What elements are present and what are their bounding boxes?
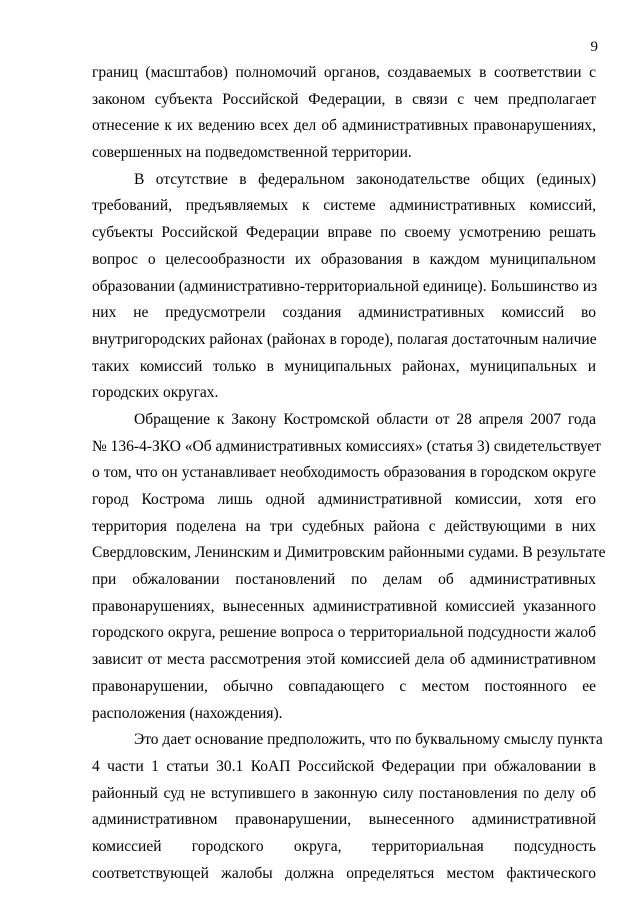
text-line: них не предусмотрели создания административных комиссий во (92, 304, 596, 322)
text-line: расположения (нахождения). (92, 704, 283, 722)
text-line: о том, что он устанавливает необходимость образования в городском округе (92, 464, 596, 482)
text-line: вопрос о целесообразности их образования в каждом муниципальном (92, 250, 596, 268)
text-line: комиссией городского округа, территориальная подсудность (92, 837, 596, 855)
text-line: субъекты Российской Федерации вправе по своему усмотрению решать (92, 224, 596, 242)
text-line: таких комиссий только в муниципальных районах, муниципальных и (92, 357, 596, 375)
paragraph (92, 167, 596, 407)
text-line: правонарушении, обычно совпадающего с местом постоянного ее (92, 677, 596, 695)
text-line: № 136-4-ЗКО «Об административных комиссиях» (статья 3) свидетельствует (92, 437, 602, 455)
text-line: образовании (административно-территориальной единице). Большинство из (92, 277, 598, 295)
text-line: Это дает основание предположить, что по буквальному смыслу пункта (134, 731, 603, 749)
document-body (92, 60, 606, 887)
text-line: правонарушениях, вынесенных административной комиссией указанного (92, 597, 596, 615)
text-line: отнесение к их ведению всех дел об административных правонарушениях, (92, 117, 596, 135)
page-number: 9 (590, 39, 598, 55)
text-line: В отсутствие в федеральном законодательстве общих (единых) (134, 170, 596, 188)
text-line: территория поделена на три судебных района с действующими в них (92, 517, 596, 535)
text-line: внутригородских районах (районах в городе), полагая достаточным наличие (92, 330, 597, 348)
text-line: городских округах. (92, 384, 219, 402)
text-line: законом субъекта Российской Федерации, в связи с чем предполагает (92, 90, 596, 108)
text-line: Обращение к Закону Костромской области от 28 апреля 2007 года (134, 410, 596, 428)
text-line: зависит от места рассмотрения этой комиссией дела об административном (92, 651, 596, 669)
text-line: соответствующей жалобы должна определяться местом фактического (92, 864, 596, 882)
text-line: совершенных на подведомственной территории. (92, 144, 412, 162)
text-line: городского округа, решение вопроса о территориальной подсудности жалоб (92, 624, 596, 642)
text-line: районный суд не вступившего в законную силу постановления по делу об (92, 784, 596, 802)
text-line: 4 части 1 статьи 30.1 КоАП Российской Федерации при обжаловании в (92, 757, 596, 775)
text-line: требований, предъявляемых к системе административных комиссий, (92, 197, 596, 215)
text-line: Свердловским, Ленинским и Димитровским районными судами. В результате (92, 544, 606, 562)
text-line: город Кострома лишь одной административной комиссии, хотя его (92, 491, 596, 508)
text-line: административном правонарушении, вынесенного административной (92, 811, 596, 829)
paragraph (92, 727, 603, 887)
paragraph (92, 60, 596, 167)
paragraph (92, 407, 606, 727)
text-line: при обжаловании постановлений по делам об административных (92, 571, 596, 589)
text-line: границ (масштабов) полномочий органов, создаваемых в соответствии с (92, 64, 596, 81)
